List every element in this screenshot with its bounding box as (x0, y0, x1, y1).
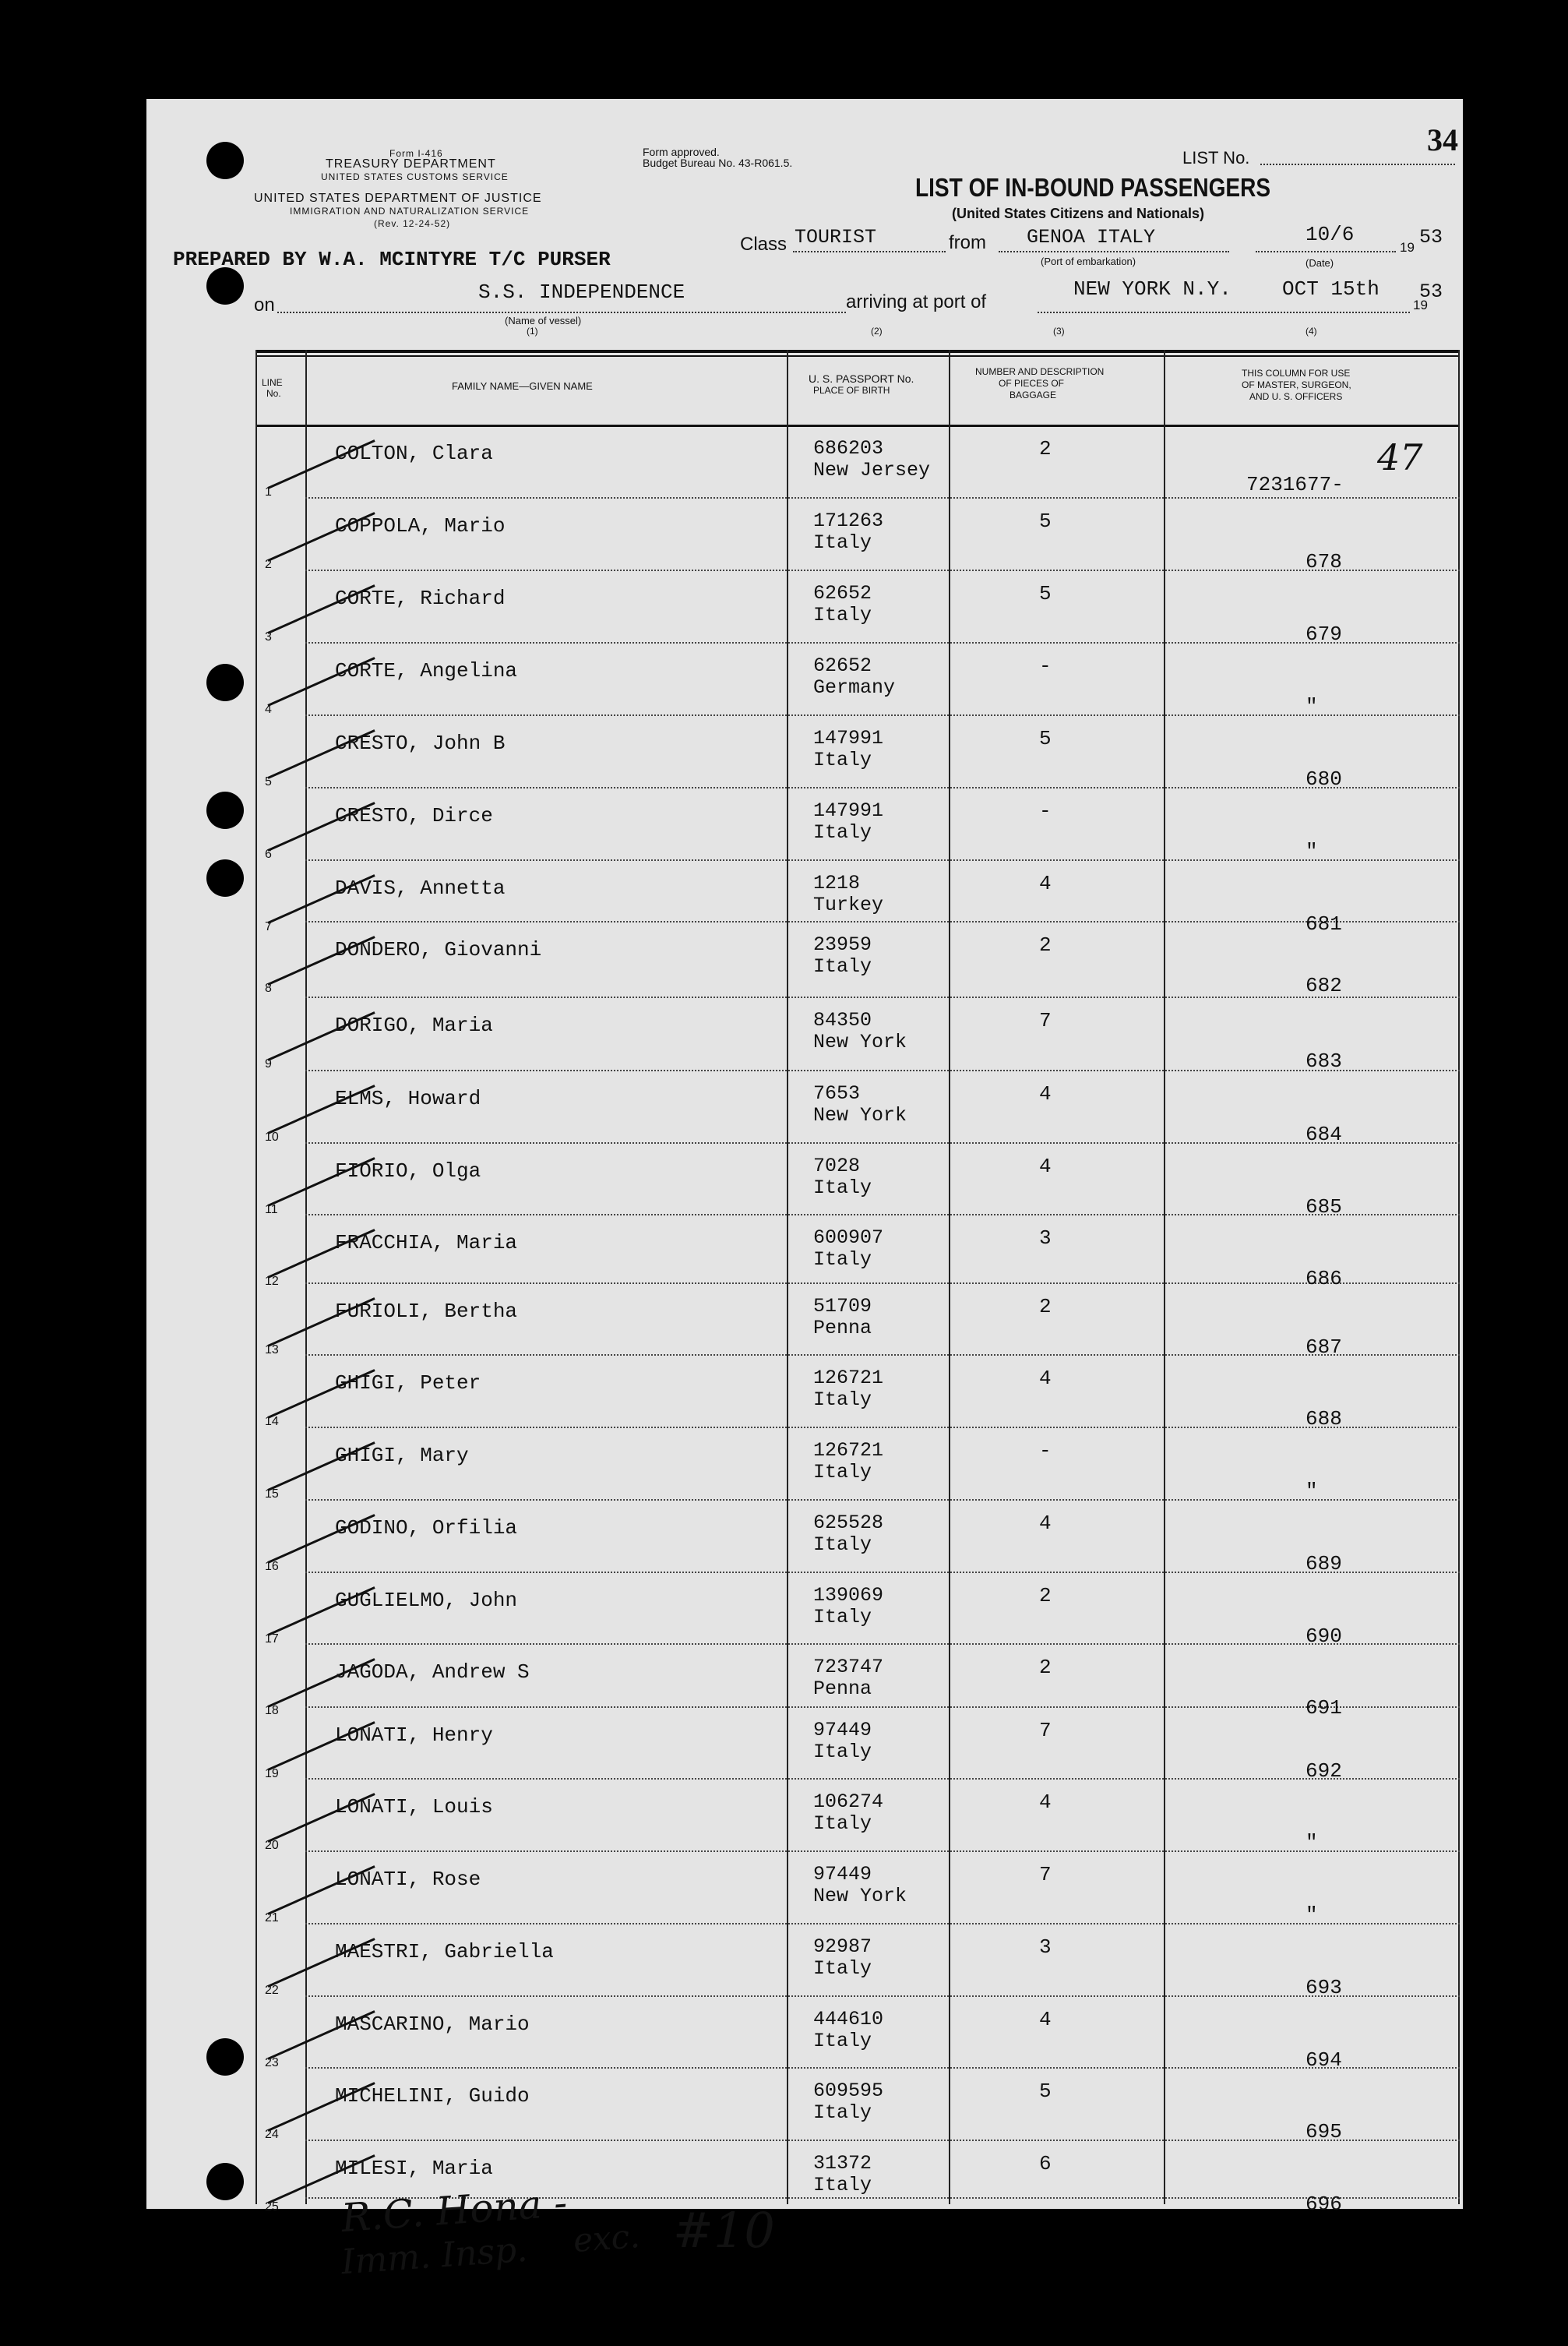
baggage-count: 4 (1039, 1512, 1052, 1535)
treasury-department: TREASURY DEPARTMENT (326, 157, 496, 171)
passport-number: 147991 (813, 727, 884, 750)
passenger-name: MAESTRI, Gabriella (335, 1940, 554, 1963)
line-number: 5 (265, 775, 272, 788)
place-of-birth: Italy (813, 604, 872, 626)
line-number: 1 (265, 485, 272, 499)
passport-number: 31372 (813, 2152, 872, 2175)
officer-entry: 686 (1305, 1267, 1342, 1290)
line-number: 14 (265, 1415, 279, 1428)
form-number: Form I-416 (389, 148, 443, 159)
column-caption-2: (2) (871, 326, 883, 337)
place-of-birth: New York (813, 1104, 907, 1127)
line-number: 17 (265, 1632, 279, 1646)
inspector-signature: R.C. Hona - (340, 2179, 569, 2242)
embarkation-year-prefix: 19 (1400, 240, 1415, 255)
line-number: 21 (265, 1911, 279, 1924)
officer-entry: 693 (1305, 1976, 1342, 1999)
passenger-name: MILESI, Maria (335, 2157, 493, 2180)
passenger-name: MICHELINI, Guido (335, 2084, 530, 2108)
place-of-birth: Italy (813, 1606, 872, 1628)
prepared-by: PREPARED BY W.A. MCINTYRE T/C PURSER (173, 248, 611, 271)
line-number: 15 (265, 1487, 279, 1501)
list-no-label: LIST No. (1182, 148, 1250, 168)
line-number: 24 (265, 2128, 279, 2141)
passenger-name: CORTE, Richard (335, 587, 506, 610)
place-of-birth: New York (813, 1885, 907, 1907)
officer-entry: 687 (1305, 1335, 1342, 1359)
officer-entry: 695 (1305, 2120, 1342, 2143)
line-number: 25 (265, 2200, 279, 2214)
passport-number: 147991 (813, 799, 884, 822)
passenger-name: FIORIO, Olga (335, 1159, 481, 1183)
header-line-no: No. (266, 388, 281, 399)
baggage-count: 4 (1039, 1367, 1052, 1390)
header-passport: U. S. PASSPORT No. (809, 372, 914, 385)
line-number: 12 (265, 1275, 279, 1288)
officer-entry: 691 (1305, 1696, 1342, 1720)
passenger-name: CORTE, Angelina (335, 659, 518, 683)
officer-entry: 679 (1305, 623, 1342, 646)
baggage-count: 4 (1039, 1082, 1052, 1106)
arrival-date: OCT 15th (1282, 277, 1379, 301)
officer-entry: 692 (1305, 1759, 1342, 1783)
embarkation-caption: (Port of embarkation) (1041, 256, 1136, 267)
place-of-birth: Italy (813, 749, 872, 771)
line-number: 6 (265, 848, 272, 861)
immigration-service: IMMIGRATION AND NATURALIZATION SERVICE (290, 206, 530, 217)
passport-number: 62652 (813, 582, 872, 605)
column-caption-1: (1) (527, 326, 538, 337)
officer-entry: 678 (1305, 550, 1342, 573)
arrival-year: 53 (1419, 280, 1443, 303)
baggage-count: 2 (1039, 1295, 1052, 1318)
baggage-count: 2 (1039, 437, 1052, 460)
line-number: 16 (265, 1560, 279, 1573)
column-caption-3: (3) (1053, 326, 1065, 337)
officer-entry: 681 (1305, 912, 1342, 936)
baggage-count: 5 (1039, 2080, 1052, 2103)
line-number: 8 (265, 982, 272, 995)
arriving-label: arriving at port of (846, 291, 987, 312)
baggage-count: - (1039, 799, 1052, 823)
baggage-count: 3 (1039, 1935, 1052, 1959)
place-of-birth: New York (813, 1031, 907, 1053)
passport-number: 92987 (813, 1935, 872, 1958)
place-of-birth: Italy (813, 1812, 872, 1835)
form-approved: Form approved. (643, 146, 720, 158)
passenger-name: FRACCHIA, Maria (335, 1231, 518, 1254)
officer-entry: 694 (1305, 2048, 1342, 2072)
class-label: Class (740, 234, 788, 255)
officer-entry: " (1305, 695, 1318, 718)
passport-number: 126721 (813, 1439, 884, 1462)
place-of-birth: Italy (813, 2101, 872, 2124)
passport-number: 23959 (813, 933, 872, 956)
line-number: 11 (265, 1203, 278, 1216)
baggage-count: 4 (1039, 872, 1052, 895)
officer-entry: 696 (1305, 2193, 1342, 2216)
header-officer-2: OF MASTER, SURGEON, (1242, 379, 1351, 390)
line-number: 10 (265, 1131, 279, 1144)
document-title: LIST OF IN-BOUND PASSENGERS (915, 173, 1271, 202)
passenger-name: DORIGO, Maria (335, 1014, 493, 1037)
baggage-count: 5 (1039, 510, 1052, 533)
place-of-birth: Turkey (813, 894, 884, 916)
baggage-count: 2 (1039, 1656, 1052, 1679)
exception-label: exc. (572, 2217, 642, 2260)
baggage-count: - (1039, 1439, 1052, 1462)
vessel-caption: (Name of vessel) (505, 315, 582, 326)
header-family-name: FAMILY NAME—GIVEN NAME (452, 380, 593, 392)
passport-number: 51709 (813, 1295, 872, 1318)
passenger-name: GODINO, Orfilia (335, 1516, 518, 1540)
passenger-name: LONATI, Rose (335, 1868, 481, 1891)
passport-number: 723747 (813, 1656, 884, 1678)
passport-number: 609595 (813, 2080, 884, 2102)
binder-hole (206, 2038, 244, 2076)
passenger-name: LONATI, Louis (335, 1795, 493, 1819)
baggage-count: 4 (1039, 1155, 1052, 1178)
passenger-name: MASCARINO, Mario (335, 2013, 530, 2036)
page-number: 34 (1427, 122, 1458, 157)
binder-hole (206, 142, 244, 179)
line-number: 2 (265, 558, 272, 571)
place-of-birth: Italy (813, 531, 872, 554)
passport-number: 84350 (813, 1009, 872, 1032)
place-of-birth: Italy (813, 1388, 872, 1411)
binder-hole (206, 859, 244, 897)
line-number: 18 (265, 1704, 279, 1717)
binder-hole (206, 664, 244, 701)
passenger-name: GHIGI, Mary (335, 1444, 469, 1467)
baggage-count: 5 (1039, 727, 1052, 750)
passport-number: 7653 (813, 1082, 861, 1105)
baggage-count: 7 (1039, 1009, 1052, 1032)
embarkation-port: GENOA ITALY (1027, 226, 1156, 249)
passenger-name: GHIGI, Peter (335, 1371, 481, 1395)
passport-number: 444610 (813, 2008, 884, 2030)
passport-number: 7028 (813, 1155, 861, 1177)
passenger-name: COLTON, Clara (335, 442, 493, 465)
header-officer-3: AND U. S. OFFICERS (1249, 391, 1343, 402)
place-of-birth: Italy (813, 1741, 872, 1763)
place-of-birth: Italy (813, 1461, 872, 1483)
header-birthplace: PLACE OF BIRTH (813, 385, 890, 396)
place-of-birth: Italy (813, 1957, 872, 1980)
passenger-name: DONDERO, Giovanni (335, 938, 542, 961)
budget-bureau: Budget Bureau No. 43-R061.5. (643, 157, 793, 169)
officer-entry: 685 (1305, 1195, 1342, 1219)
passport-number: 139069 (813, 1584, 884, 1607)
passenger-name: GUGLIELMO, John (335, 1589, 518, 1612)
header-line: LINE (262, 377, 283, 388)
passport-number: 97449 (813, 1863, 872, 1886)
row-annotation: 47 (1377, 436, 1423, 478)
place-of-birth: Italy (813, 1248, 872, 1271)
form-revision: (Rev. 12-24-52) (374, 218, 451, 229)
date-caption: (Date) (1305, 257, 1334, 269)
officer-entry: 7231677- (1246, 473, 1344, 496)
customs-service: UNITED STATES CUSTOMS SERVICE (321, 171, 509, 182)
baggage-count: 3 (1039, 1226, 1052, 1250)
justice-department: UNITED STATES DEPARTMENT OF JUSTICE (254, 192, 542, 205)
officer-entry: " (1305, 840, 1318, 863)
from-label: from (949, 232, 986, 253)
officer-entry: 684 (1305, 1123, 1342, 1146)
embarkation-year: 53 (1419, 226, 1443, 249)
officer-entry: 690 (1305, 1625, 1342, 1648)
place-of-birth: New Jersey (813, 459, 931, 482)
officer-entry: 683 (1305, 1050, 1342, 1073)
header-baggage-3: BAGGAGE (1010, 390, 1057, 400)
officer-entry: " (1305, 1831, 1318, 1854)
inspector-title: Imm. Insp. (340, 2229, 529, 2283)
line-number: 4 (265, 703, 272, 716)
place-of-birth: Germany (813, 676, 896, 699)
arrival-year-prefix: 19 (1413, 298, 1428, 312)
passport-number: 1218 (813, 872, 861, 894)
passenger-name: FURIOLI, Bertha (335, 1300, 518, 1323)
vessel-name: S.S. INDEPENDENCE (478, 280, 685, 304)
place-of-birth: Italy (813, 2030, 872, 2052)
baggage-count: 4 (1039, 2008, 1052, 2031)
baggage-count: 2 (1039, 933, 1052, 957)
place-of-birth: Penna (813, 1677, 872, 1700)
passport-number: 171263 (813, 510, 884, 532)
column-caption-4: (4) (1305, 326, 1317, 337)
on-label: on (254, 295, 275, 316)
baggage-count: 6 (1039, 2152, 1052, 2175)
document-subtitle: (United States Citizens and Nationals) (952, 206, 1205, 221)
line-number: 22 (265, 1984, 279, 1997)
line-number: 3 (265, 630, 272, 644)
passenger-name: CRESTO, Dirce (335, 804, 493, 827)
arrival-port: NEW YORK N.Y. (1073, 277, 1231, 301)
passport-number: 97449 (813, 1719, 872, 1741)
baggage-count: - (1039, 654, 1052, 678)
baggage-count: 5 (1039, 582, 1052, 605)
class-value: TOURIST (795, 226, 877, 249)
baggage-count: 4 (1039, 1790, 1052, 1814)
place-of-birth: Penna (813, 1317, 872, 1339)
passenger-name: COPPOLA, Mario (335, 514, 506, 538)
place-of-birth: Italy (813, 1533, 872, 1556)
passport-number: 686203 (813, 437, 884, 460)
header-baggage-1: NUMBER AND DESCRIPTION (975, 366, 1105, 377)
baggage-count: 2 (1039, 1584, 1052, 1607)
passenger-name: ELMS, Howard (335, 1087, 481, 1110)
line-number: 19 (265, 1767, 279, 1780)
binder-hole (206, 792, 244, 829)
officer-entry: " (1305, 1480, 1318, 1503)
header-baggage-2: OF PIECES OF (999, 378, 1065, 389)
place-of-birth: Italy (813, 2174, 872, 2196)
officer-entry: " (1305, 1903, 1318, 1927)
passport-number: 600907 (813, 1226, 884, 1249)
passport-number: 625528 (813, 1512, 884, 1534)
passenger-name: DAVIS, Annetta (335, 877, 506, 900)
line-number: 23 (265, 2056, 279, 2069)
binder-hole (206, 267, 244, 305)
line-number: 7 (265, 920, 272, 933)
place-of-birth: Italy (813, 955, 872, 978)
passenger-name: JAGODA, Andrew S (335, 1660, 530, 1684)
place-of-birth: Italy (813, 821, 872, 844)
passenger-table (255, 350, 1460, 2207)
officer-entry: 688 (1305, 1407, 1342, 1431)
embarkation-date: 10/6 (1305, 223, 1355, 246)
baggage-count: 7 (1039, 1719, 1052, 1742)
passenger-name: CRESTO, John B (335, 732, 506, 755)
binder-hole (206, 2163, 244, 2200)
passport-number: 62652 (813, 654, 872, 677)
exception-number: #10 (673, 2202, 775, 2259)
passenger-name: LONATI, Henry (335, 1723, 493, 1747)
officer-entry: 689 (1305, 1552, 1342, 1575)
passport-number: 126721 (813, 1367, 884, 1389)
officer-entry: 682 (1305, 974, 1342, 997)
passport-number: 106274 (813, 1790, 884, 1813)
baggage-count: 7 (1039, 1863, 1052, 1886)
line-number: 13 (265, 1343, 279, 1356)
line-number: 20 (265, 1839, 279, 1852)
officer-entry: 680 (1305, 767, 1342, 791)
place-of-birth: Italy (813, 1177, 872, 1199)
line-number: 9 (265, 1057, 272, 1071)
header-officer-1: THIS COLUMN FOR USE (1242, 368, 1351, 379)
